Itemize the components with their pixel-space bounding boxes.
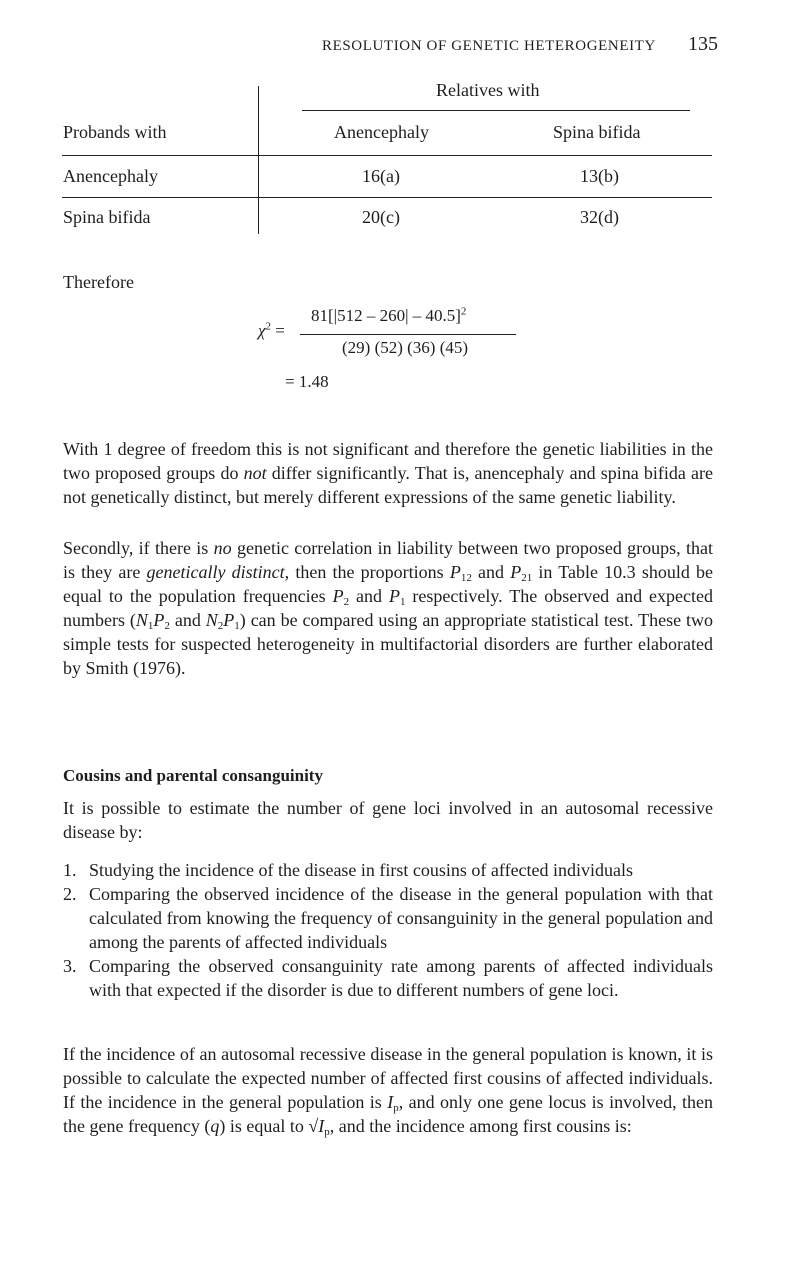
stub-header: Probands with (63, 122, 167, 142)
page-number: 135 (688, 33, 718, 55)
paragraph-significance: With 1 degree of freedom this is not significant and therefore the genetic liabilities in the two proposed groups do not differ significantly. That is, anencephaly and spina bifida are not genetically distinct, but merely different expressions of the same genetic liability. (63, 439, 713, 507)
table-row-rule (62, 197, 712, 198)
fraction-bar (300, 334, 516, 335)
row-label-anencephaly: Anencephaly (63, 166, 158, 186)
list-item: 1. Studying the incidence of the disease in first cousins of affected individuals (63, 860, 634, 880)
running-title: RESOLUTION OF GENETIC HETEROGENEITY (322, 38, 656, 54)
paragraph-intro: It is possible to estimate the number of gene loci involved in an autosomal recessive disease by: (63, 798, 713, 842)
table-vertical-rule (258, 86, 259, 234)
equation-denominator: (29) (52) (36) (45) (342, 338, 469, 357)
group-header: Relatives with (436, 80, 540, 100)
cell-c: 20(c) (362, 207, 400, 227)
chi-square-symbol: $\chi^2$ = (258, 320, 285, 340)
column-header-spina-bifida: Spina bifida (553, 122, 641, 142)
cell-a: 16(a) (362, 166, 400, 186)
therefore-label: Therefore (63, 272, 134, 292)
paragraph-incidence: If the incidence of an autosomal recessive disease in the general population is known, it is possible to calculate the expected number of affected first cousins of affected individuals. If the incidence in the general population is $I_p$, and only one gene locus is involved, then the gene frequency (q) is equal to $√I_p$, and the incidence among first cousins is: (63, 1044, 713, 1138)
row-label-spina-bifida: Spina bifida (63, 207, 151, 227)
list-item: 2. Comparing the observed incidence of the disease in the general population with that calculated from knowing the frequency of consanguinity in the general population and among the parents of affected individuals (63, 884, 713, 952)
paragraph-genetic-correlation: Secondly, if there is no genetic correlation in liability between two proposed groups, that is they are genetically distinct, then the proportions $P_{12}$ and $P_{21}$ in Table 10.3 should be equal to the population frequencies $P_2$ and $P_1$ respectively. The observed and expected numbers ($N_1P_2$ and $N_2P_1$) can be compared using an appropriate statistical test. These two simple tests for suspected heterogeneity in multifactorial disorders are further elaborated by Smith (1976). (63, 538, 714, 678)
cell-d: 32(d) (580, 207, 619, 227)
table-group-rule (302, 110, 690, 111)
table-header-rule (62, 155, 712, 156)
column-header-anencephaly: Anencephaly (334, 122, 429, 142)
section-heading: Cousins and parental consanguinity (63, 766, 323, 785)
equation-result: = 1.48 (285, 372, 329, 391)
methods-list (63, 858, 713, 1002)
equation-numerator: 81[|512 – 260| – 40.5]$^2$ (311, 305, 467, 325)
list-item: 3. Comparing the observed consanguinity rate among parents of affected individuals with that expected if the disorder is due to different numbers of gene loci. (63, 956, 713, 1000)
cell-b: 13(b) (580, 166, 619, 186)
